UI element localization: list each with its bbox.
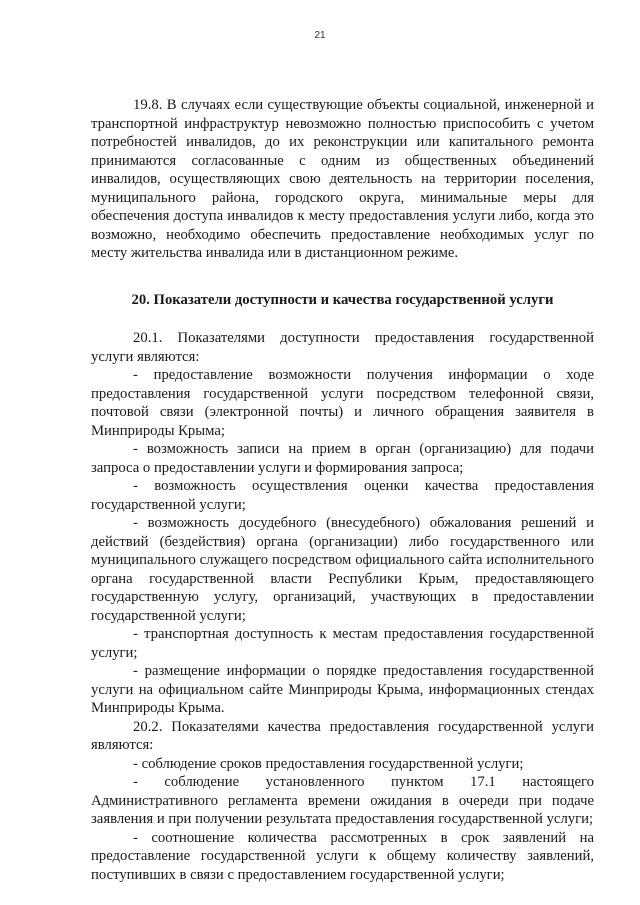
paragraph-20-2: 20.2. Показателями качества предоставления государственной услуги являются: (91, 718, 594, 753)
list-item: - соблюдение установленного пунктом 17.1 настоящего Административного регламента времени ожидания в очереди при подаче заявления и при получении результата предоставления государственной услуги; (91, 774, 594, 827)
list-item: - возможность записи на прием в орган (организацию) для подачи запроса о предоставлении услуги и формирования запроса; (91, 441, 594, 476)
list-item: - транспортная доступность к местам предоставления государственной услуги; (91, 626, 594, 661)
list-item: - размещение информации о порядке предоставления государственной услуги на официальном сайте Минприроды Крыма, информационных стендах Минприроды Крыма. (91, 663, 594, 716)
paragraph-20-1: 20.1. Показателями доступности предоставления государственной услуги являются: (91, 330, 594, 365)
list-item: - соблюдение сроков предоставления государственной услуги; (133, 755, 524, 772)
list-item: - возможность осуществления оценки качества предоставления государственной услуги; (91, 478, 594, 513)
paragraph-19-8: 19.8. В случаях если существующие объекты социальной, инженерной и транспортной инфраструктур невозможно полностью приспособить с учетом потребностей инвалидов, до их реконструкции или капитального ремонта принимаются согласованные с одним из общественных объединений инвалидов, осуществляющих свою деятельность на территории поселения, муниципального района, городского округа, минимальные меры для обеспечения доступа инвалидов к месту предоставления услуги либо, когда это возможно, необходимо обеспечить предоставление необходимых услуг по месту жительства инвалида или в дистанционном режиме. (91, 97, 594, 261)
list-item: - предоставление возможности получения информации о ходе предоставления государственной услуги посредством телефонной связи, почтовой связи (электронной почты) и личного обращения заявителя в Минприроды Крыма; (91, 367, 594, 439)
list-item: - возможность досудебного (внесудебного) обжалования решений и действий (бездействия) органа (организации) либо государственного или муниципального служащего посредством официального сайта исполнительного органа государственной власти Республики Крым, предоставляющего государственную услугу, организаций, участвующих в предоставлении государственной услуги; (91, 515, 594, 624)
document-body (91, 96, 594, 884)
section-heading: 20. Показатели доступности и качества государственной услуги (131, 291, 554, 308)
list-item: - соотношение количества рассмотренных в срок заявлений на предоставление государственной услуги к общему количеству заявлений, поступивших в связи с предоставлением государственной услуги; (91, 829, 594, 883)
page-number: 21 (314, 30, 326, 41)
